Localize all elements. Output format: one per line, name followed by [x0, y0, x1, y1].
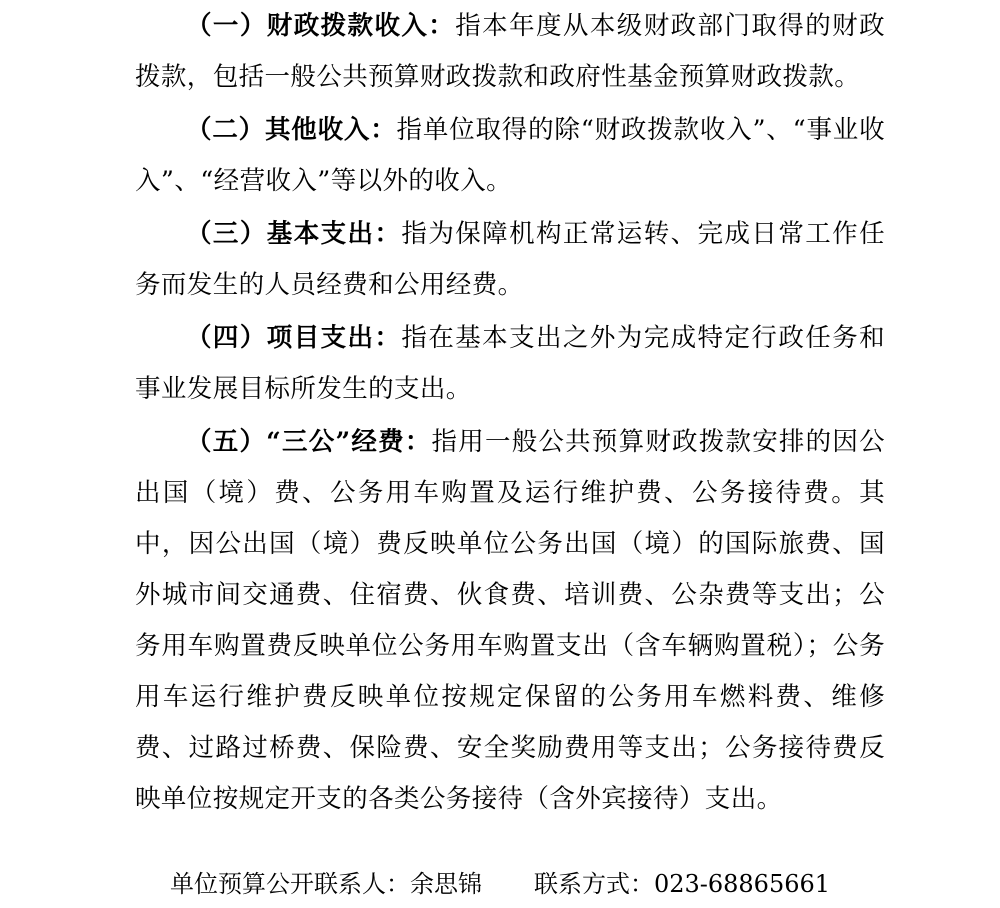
- definition-text: 指在基本支出之外为完成特定行政任务和事业发展目标所发生的支出。: [135, 323, 885, 404]
- contact-line: [0, 862, 1000, 906]
- definition-paragraph: [135, 105, 885, 207]
- definition-text: 指用一般公共预算财政拨款安排的因公出国（境）费、公务用车购置及运行维护费、公务接待费。其中，因公出国（境）费反映单位公务出国（境）的国际旅费、国外城市间交通费、住宿费、伙食费、培训费、公杂费等支出；公务用车购置费反映单位公务用车购置支出（含车辆购置税）；公务用车运行维护费反映单位按规定保留的公务用车燃料费、维修费、过路过桥费、保险费、安全奖励费用等支出；公务接待费反映单位按规定开支的各类公务接待（含外宾接待）支出。: [135, 427, 885, 814]
- contact-method: 联系方式：023-68865661: [533, 870, 831, 898]
- definition-text: 指单位取得的除“财政拨款收入”、“事业收入”、“经营收入”等以外的收入。: [135, 115, 885, 196]
- contact-person: 单位预算公开联系人：余思锦: [169, 870, 482, 898]
- document-body: [135, 1, 885, 827]
- definition-text: 指本年度从本级财政部门取得的财政拨款，包括一般公共预算财政拨款和政府性基金预算财政拨款。: [135, 11, 885, 92]
- definition-paragraph: [135, 313, 885, 415]
- definition-paragraph: [135, 209, 885, 311]
- definition-text: 指为保障机构正常运转、完成日常工作任务而发生的人员经费和公用经费。: [135, 219, 885, 300]
- definition-term: （一）财政拨款收入：: [186, 11, 456, 41]
- definition-paragraph: [135, 1, 885, 103]
- definition-term: （五）“三公”经费：: [186, 427, 432, 457]
- definition-term: （四）项目支出：: [186, 323, 402, 353]
- definition-term: （二）其他收入：: [186, 115, 397, 145]
- definition-term: （三）基本支出：: [186, 219, 402, 249]
- definition-paragraph: [135, 417, 885, 825]
